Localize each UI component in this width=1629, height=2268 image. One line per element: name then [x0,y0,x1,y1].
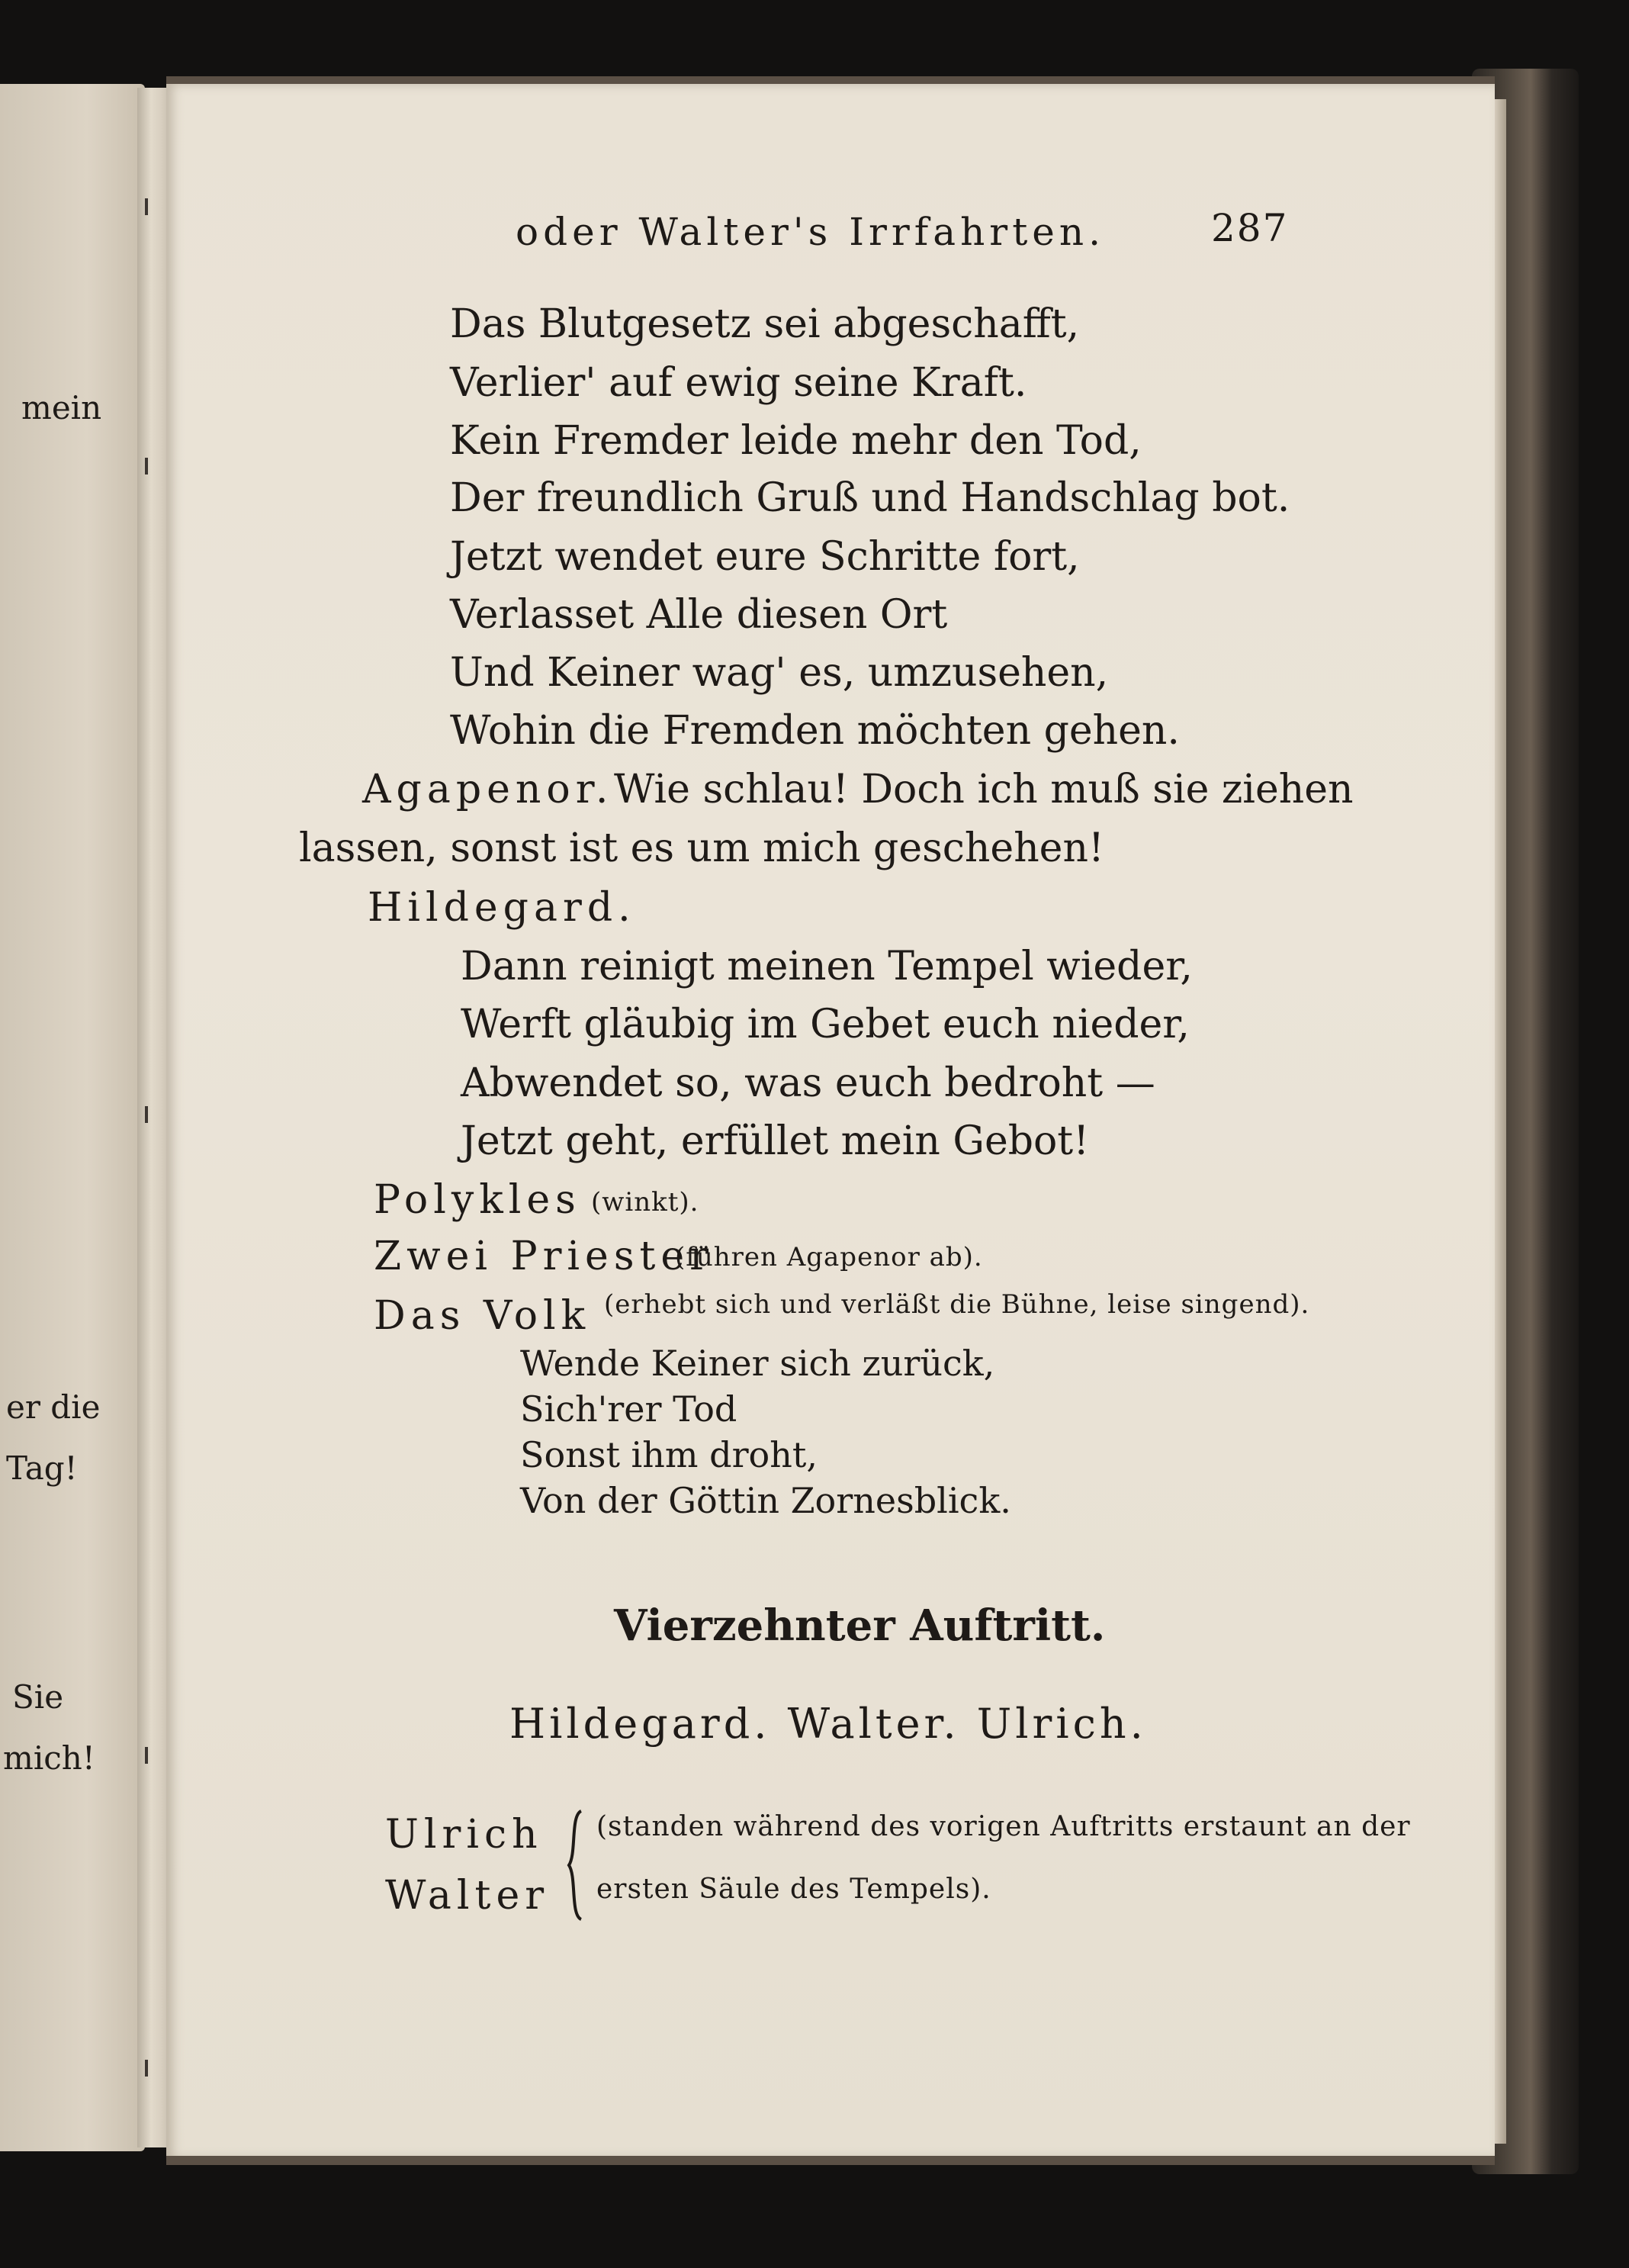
stage-direction: (winkt). [591,1187,699,1218]
binding-stitch [145,1747,148,1764]
binding-stitch [145,458,148,475]
song-line: Sonst ihm droht, [520,1434,818,1475]
speaker-name: Das Volk [374,1293,591,1339]
binding-stitch [145,2060,148,2077]
running-header: oder Walter's Irrfahrten. [516,210,1105,254]
verse-line: Das Blutgesetz sei abgeschafft, [450,301,1080,347]
left-page-fragment: Sie [12,1678,64,1716]
left-page-fragment: er die [6,1388,101,1426]
verse-line: Abwendet so, was euch bedroht — [461,1060,1155,1106]
verse-line: Jetzt wendet eure Schritte fort, [450,534,1080,580]
verse-line: Werft gläubig im Gebet euch nieder, [461,1002,1190,1047]
verse-line: Verlier' auf ewig seine Kraft. [450,360,1027,406]
left-page-fragment: mich! [3,1739,95,1777]
speaker-name: Walter [385,1873,550,1919]
verse-line: Dann reinigt meinen Tempel wieder, [461,944,1193,989]
stage-direction: (erhebt sich und verläßt die Bühne, leise singend). [604,1289,1310,1320]
binding-stitch [145,1106,148,1123]
binding-stitch [145,198,148,215]
speaker-name: Polykles [374,1177,581,1223]
stage-direction: (führen Agapenor ab). [675,1242,983,1272]
dialogue-line: Wie schlau! Doch ich muß sie ziehen [614,767,1354,812]
page-bottom-edge [166,2156,1495,2165]
scene-characters: Hildegard. Walter. Ulrich. [509,1700,1147,1748]
verse-line: Und Keiner wag' es, umzusehen, [450,650,1109,696]
stage-direction: ersten Säule des Tempels). [596,1874,991,1905]
verse-line: Kein Fremder leide mehr den Tod, [450,418,1142,464]
verse-line: Jetzt geht, erfüllet mein Gebot! [461,1118,1090,1164]
speaker-name: Ulrich [385,1812,543,1858]
song-line: Wende Keiner sich zurück, [520,1343,995,1384]
song-line: Sich'rer Tod [520,1388,737,1430]
song-line: Von der Göttin Zornesblick. [520,1480,1011,1521]
left-page-fragment: Tag! [6,1449,78,1487]
page-number: 287 [1211,206,1289,250]
verse-line: Verlasset Alle diesen Ort [450,592,948,638]
left-page-fragment: mein [21,389,102,426]
stage-direction: (standen während des vorigen Auftritts erstaunt an der [596,1811,1411,1842]
speaker-name: Zwei Priester [374,1234,715,1279]
speaker-name: Hildegard. [368,885,636,931]
dialogue-line: lassen, sonst ist es um mich geschehen! [299,825,1104,871]
speaker-name: Agapenor. [362,767,614,812]
curly-brace-icon [564,1808,587,1922]
verse-line: Der freundlich Gruß und Handschlag bot. [450,475,1290,521]
scene-heading: Vierzehnter Auftritt. [614,1600,1106,1651]
verse-line: Wohin die Fremden möchten gehen. [450,708,1180,754]
